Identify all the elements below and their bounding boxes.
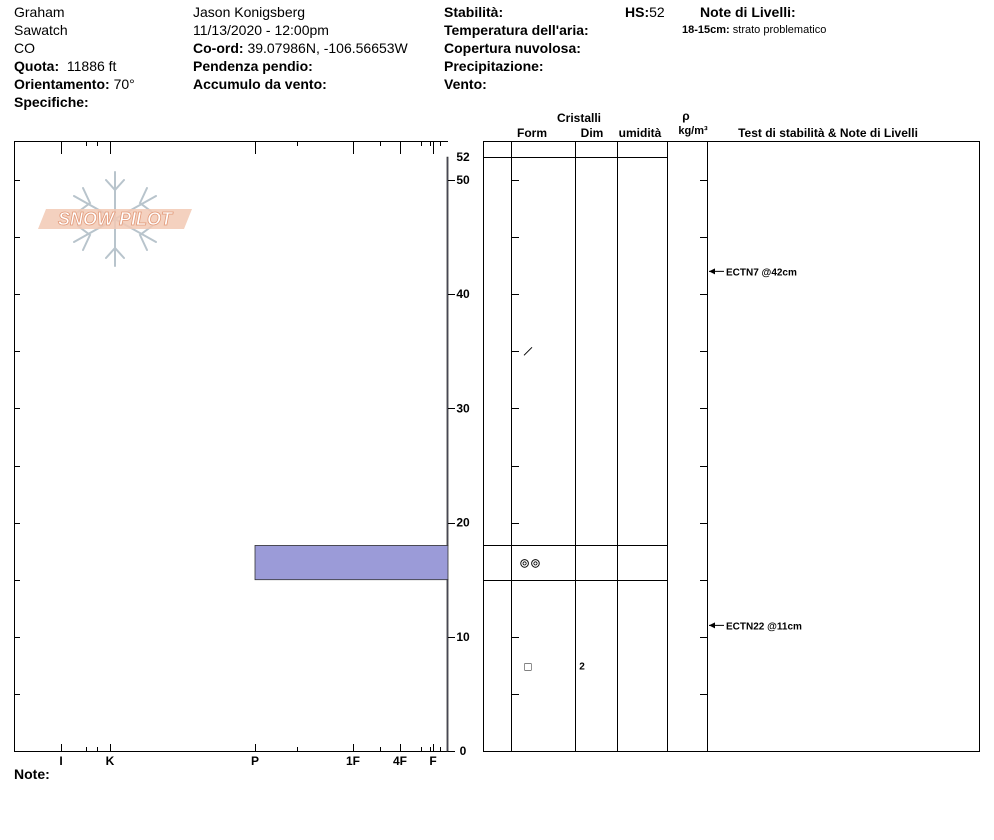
snow-height-label: HS: [625, 4, 650, 20]
stability-test-marker [709, 267, 797, 278]
hardness-tick-label: I [59, 754, 63, 768]
hardness-tick-label: P [250, 754, 260, 768]
mountain-range: Sawatch [14, 22, 68, 38]
depth-label: 40 [456, 287, 470, 302]
depth-label: 50 [456, 173, 470, 187]
rounding-faceted-icon: ⊚⊚ [519, 555, 541, 571]
hardness-tick-label: K [105, 754, 115, 768]
header-crystals: Cristalli [556, 111, 602, 125]
snow-height-value: 52 [649, 4, 665, 20]
header-density-unit: kg/m³ [678, 125, 708, 137]
hardness-tick-label: 1F [345, 754, 361, 768]
specifics-label: Specifiche: [14, 94, 89, 110]
layer-notes-title: Note di Livelli: [700, 4, 796, 20]
air-temperature-label: Temperatura dell'aria: [444, 22, 589, 38]
stability-test-label: ECTN22 @11cm [726, 621, 802, 633]
hardness-tick-label: F [429, 754, 437, 768]
observer-name: Jason Konigsberg [193, 4, 306, 20]
location-name: Graham [14, 4, 65, 20]
cloud-cover-label: Copertura nuvolosa: [444, 40, 581, 56]
depth-label: 20 [456, 515, 470, 530]
header-stability-tests: Test di stabilità & Note di Livelli [738, 126, 918, 140]
hardness-bar [447, 157, 448, 545]
depth-label: 30 [456, 401, 470, 416]
stability-tests [709, 267, 802, 632]
snowpilot-logo-text: SNOW PILOT [58, 209, 172, 229]
layer-note-range: 18-15cm: [682, 24, 730, 36]
hardness-axes [14, 141, 448, 752]
header-size: Dim [580, 126, 604, 140]
wind-loading-label: Accumulo da vento: [193, 76, 327, 92]
crystal-size-value: 2 [579, 661, 585, 673]
hardness-bar [435, 580, 448, 751]
elevation-label: Quota: [14, 58, 60, 74]
hardness-bar [447, 580, 448, 751]
depth-top-label: 52 [456, 150, 470, 165]
layer-note-text: strato problematico [732, 24, 827, 36]
slash-crystal-icon [524, 347, 532, 355]
header-form: Form [517, 126, 547, 140]
aspect-label: Orientamento: [14, 76, 110, 92]
depth-label: 10 [456, 629, 470, 644]
stability-label: Stabilità: [444, 4, 504, 20]
header-moisture: umidità [618, 126, 662, 140]
arrow-left-icon [709, 268, 715, 274]
hardness-bar [435, 157, 448, 545]
state: CO [14, 40, 35, 56]
stability-test-label: ECTN7 @42cm [726, 267, 797, 279]
precipitation-label: Precipitazione: [444, 58, 544, 74]
stability-test-marker [709, 621, 802, 632]
hardness-bar [255, 545, 448, 579]
depth-labels [448, 150, 470, 758]
depth-label: 0 [459, 744, 467, 758]
header-rho: ρ [682, 109, 690, 123]
hardness-profile-bars [243, 157, 448, 751]
arrow-left-icon [709, 622, 715, 628]
aspect-value: 70° [113, 76, 135, 92]
hardness-tick-label: 4F [392, 754, 408, 768]
slope-label: Pendenza pendio: [193, 58, 313, 74]
table-depth-ticks [511, 181, 707, 752]
snowpilot-logo [38, 172, 192, 266]
hardness-ticks [59, 142, 440, 768]
observation-datetime: 11/13/2020 - 12:00pm [193, 22, 329, 38]
notes-label: Note: [14, 766, 50, 782]
wind-label: Vento: [444, 76, 487, 92]
coordinates-value: 39.07986N, -106.56653W [247, 40, 408, 56]
elevation-value: 11886 ft [66, 58, 117, 74]
faceted-crystal-icon: □ [524, 659, 532, 674]
layer-table-frame [483, 141, 980, 752]
coordinates-label: Co-ord: [193, 40, 244, 56]
